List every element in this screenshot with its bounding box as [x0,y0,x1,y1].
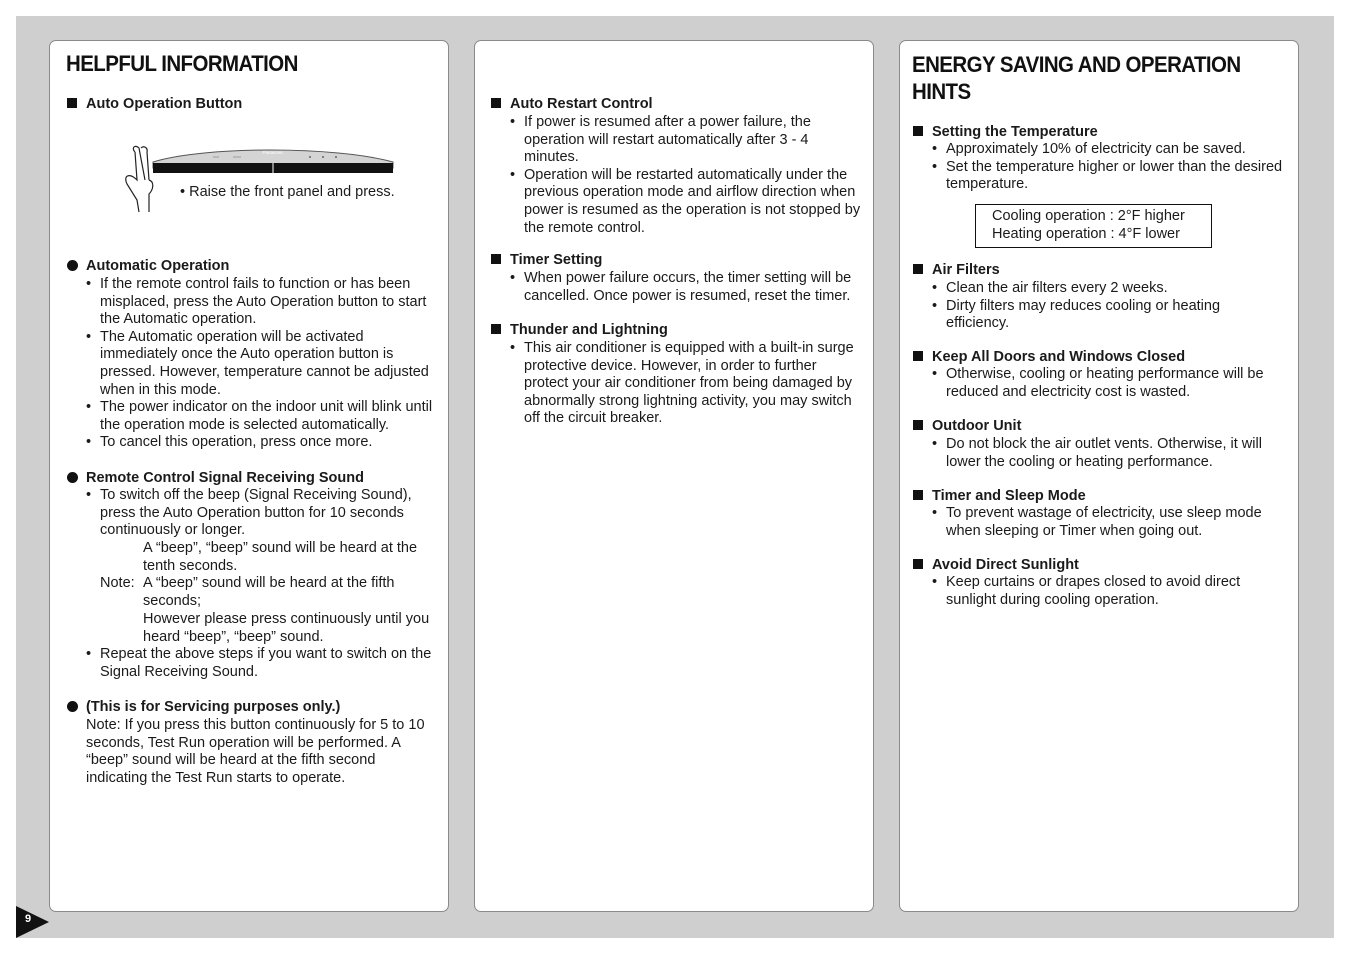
servicing-heading: (This is for Servicing purposes only.) [67,698,340,716]
circle-bullet-icon [67,260,78,271]
square-bullet-icon [913,264,923,274]
air-filters-list [932,280,1284,333]
outdoor-unit-heading: Outdoor Unit [913,417,1021,435]
auto-operation-caption: • Raise the front panel and press. [180,184,395,200]
list-item: • The Automatic operation will be activated immediately once the Auto operation button is pressed. However, temperature cannot be adjusted when in this mode. [86,329,442,399]
square-bullet-icon [913,490,923,500]
sunlight-heading: Avoid Direct Sunlight [913,556,1079,574]
temperature-heading: Setting the Temperature [913,123,1098,141]
list-item: • To prevent wastage of electricity, use sleep mode when sleeping or Timer when going out. [932,505,1284,540]
list-item: • This air conditioner is equipped with a built-in surge protective device. However, in order to further protect your air conditioner from being damaged by abnormally strong lightning activity, you may switch off the circuit breaker. [510,340,862,428]
thunder-list [510,340,862,428]
list-item: • If the remote control fails to function or has been misplaced, press the Auto Operation button to start the Automatic operation. [86,276,442,329]
square-bullet-icon [67,98,77,108]
temperature-list [932,141,1284,194]
timer-setting-list [510,270,862,305]
sunlight-list [932,574,1272,609]
list-item: • Otherwise, cooling or heating performance will be reduced and electricity cost is wasted. [932,366,1284,401]
temperature-offset-box [975,204,1212,248]
square-bullet-icon [491,98,501,108]
list-item: • Dirty filters may reduces cooling or heating efficiency. [932,298,1284,333]
air-filters-heading: Air Filters [913,261,1000,279]
list-item: • Repeat the above steps if you want to switch on the Signal Receiving Sound. [86,646,442,681]
list-item: • Set the temperature higher or lower than the desired temperature. [932,159,1284,194]
square-bullet-icon [913,126,923,136]
signal-sound-heading: Remote Control Signal Receiving Sound [67,469,364,487]
outdoor-unit-list [932,436,1284,471]
cooling-offset-text: Cooling operation : 2°F higher [992,208,1185,224]
list-item: • Keep curtains or drapes closed to avoid direct sunlight during cooling operation. [932,574,1272,609]
panasonic-logo: Panasonic [262,150,284,155]
page-number: 9 [25,913,32,925]
signal-sound-indent-text: A “beep”, “beep” sound will be heard at the tenth seconds. [143,540,418,574]
list-item: • If power is resumed after a power failure, the operation will restart automatically after 3 - 4 minutes. [510,114,862,167]
circle-bullet-icon [67,701,78,712]
square-bullet-icon [491,254,501,264]
list-item: • Approximately 10% of electricity can be saved. [932,141,1284,159]
note-text-1: A “beep” sound will be heard at the fifth seconds; [143,575,395,609]
circle-bullet-icon [67,472,78,483]
timer-setting-heading: Timer Setting [491,251,602,269]
list-item: • Clean the air filters every 2 weeks. [932,280,1284,298]
note-text-2: However please press continuously until you heard “beep”, “beep” sound. [143,611,430,645]
list-item: • Do not block the air outlet vents. Otherwise, it will lower the cooling or heating performance. [932,436,1284,471]
helpful-information-title: HELPFUL INFORMATION [66,51,298,76]
square-bullet-icon [913,559,923,569]
note-label: Note: [100,575,135,591]
heating-offset-text: Heating operation : 4°F lower [992,226,1180,242]
energy-saving-title: ENERGY SAVING AND OPERATION HINTS [912,52,1241,104]
auto-restart-heading: Auto Restart Control [491,95,653,113]
automatic-operation-heading: Automatic Operation [67,257,229,275]
list-item: • To switch off the beep (Signal Receiving Sound), press the Auto Operation button for 10 seconds continuously or longer. [86,487,424,540]
auto-operation-button-heading: Auto Operation Button [67,95,242,113]
timer-sleep-list [932,505,1284,540]
square-bullet-icon [491,324,501,334]
list-item: • The power indicator on the indoor unit will blink until the operation mode is selected automatically. [86,399,442,434]
auto-restart-list [510,114,862,237]
doors-windows-heading: Keep All Doors and Windows Closed [913,348,1185,366]
signal-sound-list-2 [86,646,442,681]
square-bullet-icon [913,351,923,361]
list-item: • When power failure occurs, the timer setting will be cancelled. Once power is resumed, reset the timer. [510,270,862,305]
page-marker-triangle [16,906,49,938]
servicing-note: Note: If you press this button continuously for 5 to 10 seconds, Test Run operation will be performed. A “beep” sound will be heard at the fifth second indicating the Test Run starts to operate. [86,717,425,786]
square-bullet-icon [913,420,923,430]
doors-windows-list [932,366,1284,401]
timer-sleep-heading: Timer and Sleep Mode [913,487,1086,505]
signal-sound-list [86,487,424,540]
pressing-hand-icon [126,146,153,212]
list-item: • To cancel this operation, press once more. [86,434,442,452]
thunder-heading: Thunder and Lightning [491,321,668,339]
auto-operation-button-illustration [115,140,400,216]
automatic-operation-list [86,276,442,452]
list-item: • Operation will be restarted automatically under the previous operation mode and airflow direction when power is resumed as the operation is not stopped by the remote control. [510,167,862,237]
